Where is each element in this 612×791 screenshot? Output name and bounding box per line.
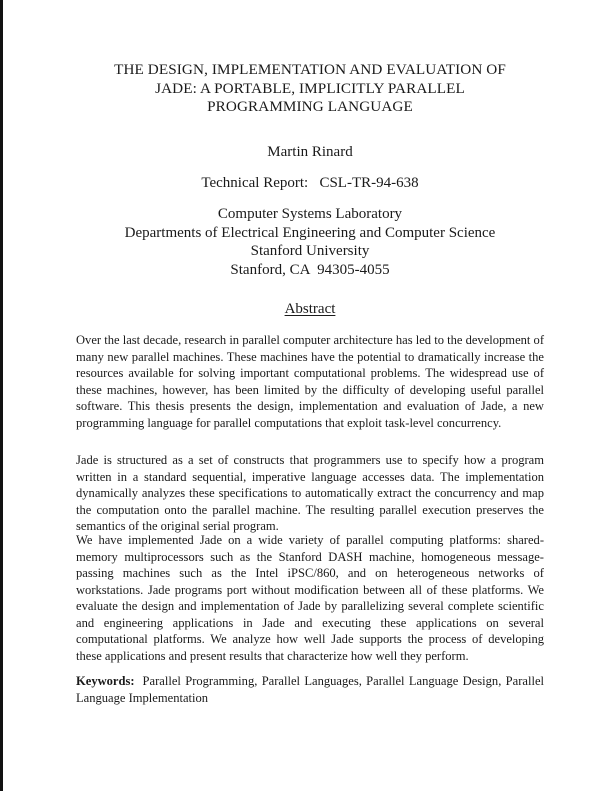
abstract-heading: Abstract: [284, 301, 336, 317]
title-line: PROGRAMMING LANGUAGE: [207, 98, 413, 115]
keywords-label: Keywords:: [76, 674, 135, 688]
abstract-paragraph: We have implemented Jade on a wide variety of parallel computing platforms: shared-memory multiprocessors such as the Stanford DASH machine, homogeneous message-passing machines such as the Intel iPSC/860, and on heterogeneous networks of workstations. Jade programs port without modification between all of these platforms. We evaluate the design and implementation of Jade by parallelizing several complete scientific and engineering applications in Jade and executing these applications on several computational platforms. We analyze how well Jade supports the process of developing these applications and present results that characterize how well they perform.: [76, 533, 544, 663]
affiliation-line: Computer Systems Laboratory: [217, 206, 403, 222]
affiliation-line: Stanford, CA 94305-4055: [230, 261, 390, 278]
report-number: Technical Report: CSL-TR-94-638: [201, 175, 419, 191]
affiliation-line: Departments of Electrical Engineering and Computer Science: [124, 224, 496, 241]
scan-edge: [0, 0, 3, 791]
abstract-paragraph: Jade is structured as a set of constructs that programmers use to specify how a program written in a standard sequential, imperative language accesses data. The implementation dynamically analyzes these specifications to automatically extract the concurrency and map the computation onto the parallel machine. The resulting parallel execution preserves the semantics of the original serial program.: [76, 453, 544, 533]
title-line: JADE: A PORTABLE, IMPLICITLY PARALLEL: [155, 79, 465, 97]
title-line: THE DESIGN, IMPLEMENTATION AND EVALUATION OF: [114, 61, 506, 78]
keywords: [76, 673, 544, 706]
keywords-list: Parallel Programming, Parallel Languages, Parallel Language Design, Parallel Language Implementation: [76, 674, 544, 705]
affiliation: [60, 205, 560, 279]
affiliation-line: Stanford University: [250, 243, 370, 259]
abstract-paragraph: Over the last decade, research in parallel computer architecture has led to the development of many new parallel machines. These machines have the potential to dramatically increase the resources available for solving important computational problems. The widespread use of these machines, however, has been limited by the difficulty of developing useful parallel software. This thesis presents the design, implementation and evaluation of Jade, a new programming language for parallel computations that exploit task-level concurrency.: [76, 333, 544, 430]
author-name: Martin Rinard: [267, 144, 353, 160]
document-title: [90, 61, 530, 117]
